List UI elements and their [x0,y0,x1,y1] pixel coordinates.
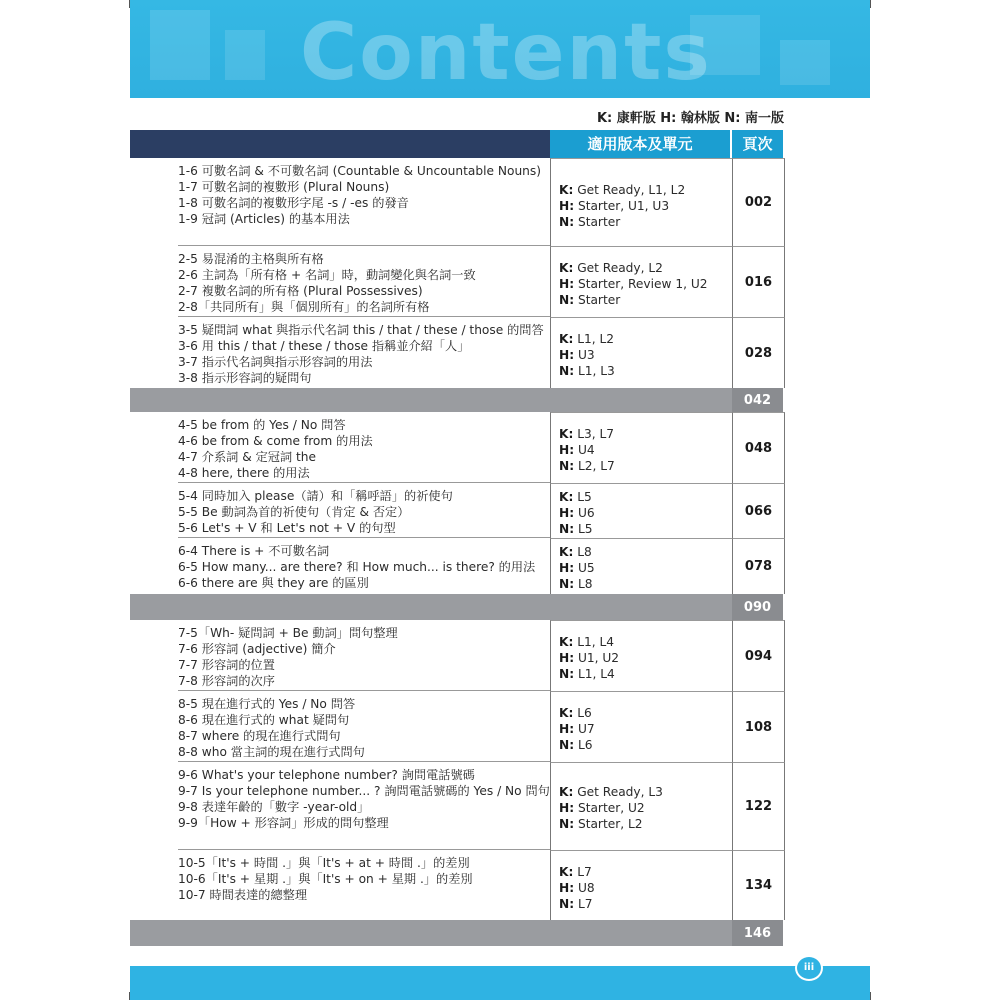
topic-line: 7-5「Wh- 疑問詞 + Be 動詞」問句整理 [178,626,398,640]
edition-units: L1, L2 [573,332,615,346]
entry-topics [178,625,550,689]
unit-line [559,505,595,521]
topic-line: 5-4 同時加入 please（請）和「稱呼語」的祈使句 [178,489,453,503]
topic-line: 3-6 用 this / that / these / those 指稱並介紹「人」 [178,339,470,353]
header-page: 頁次 [732,130,783,158]
header-units: 適用版本及單元 [550,130,730,158]
toc-entry [130,158,783,246]
edition-units: L1, L4 [573,635,615,649]
unit-line [559,560,595,576]
toc-entry [130,483,783,538]
edition-key: N: [559,215,575,229]
toc-entry [130,412,783,483]
edition-key: N: [559,522,575,536]
edition-units: L5 [574,522,593,536]
edition-units: Starter [574,215,621,229]
edition-units: Get Ready, L3 [573,785,663,799]
edition-units: Starter, U1, U3 [574,199,670,213]
banner-decor [225,30,265,80]
topic-line: 2-8「共同所有」與「個別所有」的名詞所有格 [178,300,430,314]
entry-page-number: 078 [732,538,785,594]
edition-key: K: [559,427,574,441]
page-number: iii [795,955,823,981]
edition-key: N: [559,293,575,307]
edition-units: L8 [573,545,592,559]
topic-line: 7-7 形容詞的位置 [178,658,275,672]
edition-units: L7 [573,865,592,879]
edition-key: K: [559,261,574,275]
topic-line: 5-5 Be 動詞為首的祈使句（肯定 & 否定） [178,505,410,519]
entry-units [550,412,733,483]
unit-line [559,880,595,896]
unit-line [559,800,663,816]
unit-line [559,816,663,832]
entry-units [550,246,733,317]
edition-key: N: [559,738,575,752]
toc-entry [130,850,783,920]
topic-line: 5-6 Let's + V 和 Let's not + V 的句型 [178,521,396,535]
topic-line: 4-8 here, there 的用法 [178,466,310,480]
entry-topics [178,322,550,386]
footer-bar [130,966,870,1000]
edition-key: H: [559,722,575,736]
entry-page-number: 002 [732,158,785,246]
entry-topics [178,855,550,903]
edition-units: U3 [574,348,595,362]
topic-line: 3-8 指示形容詞的疑問句 [178,371,312,385]
unit-line [559,737,595,753]
review-row [130,388,783,412]
edition-units: L2, L7 [574,459,615,473]
topic-line: 8-5 現在進行式的 Yes / No 問答 [178,697,356,711]
entry-units [550,483,733,538]
topic-line: 9-7 Is your telephone number... ? 詢問電話號碼的 Yes / No 問句 [178,784,550,798]
edition-units: Get Ready, L1, L2 [573,183,686,197]
entry-topics [178,251,550,315]
banner-title: Contents [300,8,712,98]
topic-line: 7-8 形容詞的次序 [178,674,275,688]
topic-line: 1-6 可數名詞 & 不可數名詞 (Countable & Uncountable Nouns) [178,164,542,178]
entry-page-number: 134 [732,850,785,920]
unit-line [559,864,595,880]
unit-line [559,650,619,666]
unit-line [559,705,595,721]
topic-line: 3-5 疑問詞 what 與指示代名詞 this / that / these / those 的問答 [178,323,544,337]
topic-line: 6-6 there are 與 they are 的區別 [178,576,369,590]
edition-key: H: [559,443,575,457]
edition-key: K: [559,635,574,649]
entry-units [550,620,733,691]
unit-line [559,347,615,363]
unit-line [559,666,619,682]
crop-mark [129,0,130,8]
edition-key: H: [559,277,575,291]
edition-key: N: [559,459,575,473]
edition-key: K: [559,183,574,197]
unit-line [559,426,615,442]
edition-units: Starter, U2 [574,801,645,815]
edition-key: H: [559,348,575,362]
entry-units [550,158,733,246]
unit-line [559,260,708,276]
unit-line [559,331,615,347]
edition-units: U8 [574,881,595,895]
entry-topics [178,696,550,760]
edition-units: L3, L7 [573,427,615,441]
edition-key: N: [559,817,575,831]
crop-mark [870,992,871,1000]
table-header [130,130,783,158]
topic-line: 8-8 who 當主詞的現在進行式問句 [178,745,365,759]
edition-units: U4 [574,443,595,457]
entry-topics [178,417,550,481]
entry-units [550,317,733,388]
entry-units [550,762,733,850]
entry-page-number: 048 [732,412,785,483]
topic-line: 2-7 複數名詞的所有格 (Plural Possessives) [178,284,423,298]
topic-line: 2-5 易混淆的主格與所有格 [178,252,324,266]
edition-units: Starter, L2 [574,817,643,831]
unit-line [559,214,685,230]
edition-key: K: [559,706,574,720]
unit-line [559,896,595,912]
unit-line [559,489,595,505]
edition-units: L6 [574,738,593,752]
unit-line [559,634,619,650]
edition-key: N: [559,897,575,911]
header-topics-cell [130,130,550,158]
unit-line [559,458,615,474]
edition-key: K: [559,490,574,504]
edition-units: Starter [574,293,621,307]
unit-line [559,182,685,198]
banner-decor [780,40,830,85]
toc-entry [130,538,783,594]
toc-entry [130,762,783,850]
topic-line: 2-6 主詞為「所有格 + 名詞」時，動詞變化與名詞一致 [178,268,476,282]
toc-entry [130,691,783,762]
entry-page-number: 016 [732,246,785,317]
crop-mark [129,992,130,1000]
edition-key: H: [559,651,575,665]
review-row [130,594,783,620]
entry-topics [178,163,550,227]
edition-key: N: [559,577,575,591]
topic-line: 1-9 冠詞 (Articles) 的基本用法 [178,212,350,226]
review-page-number: 090 [732,594,783,620]
entry-topics [178,767,550,831]
crop-mark [870,0,871,8]
top-banner [130,0,870,98]
topic-line: 6-5 How many... are there? 和 How much... is there? 的用法 [178,560,536,574]
topic-line: 1-8 可數名詞的複數形字尾 -s / -es 的發音 [178,196,409,210]
edition-units: L5 [573,490,592,504]
edition-units: U5 [574,561,595,575]
edition-units: L1, L4 [574,667,615,681]
topic-line: 6-4 There is + 不可數名詞 [178,544,330,558]
edition-key: N: [559,364,575,378]
topic-line: 1-7 可數名詞的複數形 (Plural Nouns) [178,180,390,194]
topic-line: 9-9「How + 形容詞」形成的問句整理 [178,816,389,830]
edition-key: H: [559,506,575,520]
entry-units [550,850,733,920]
edition-key: K: [559,545,574,559]
review-row [130,920,783,946]
edition-key: K: [559,785,574,799]
unit-line [559,784,663,800]
unit-line [559,363,615,379]
topic-line: 10-7 時間表達的總整理 [178,888,308,902]
edition-key: K: [559,865,574,879]
entry-units [550,691,733,762]
entry-topics [178,543,550,591]
entry-page-number: 108 [732,691,785,762]
edition-units: L7 [574,897,593,911]
edition-key: H: [559,881,575,895]
review-page-number: 042 [732,388,783,412]
edition-legend: K: 康軒版 H: 翰林版 N: 南一版 [596,111,784,126]
topic-line: 3-7 指示代名詞與指示形容詞的用法 [178,355,373,369]
topic-line: 4-6 be from & come from 的用法 [178,434,373,448]
edition-key: H: [559,561,575,575]
edition-units: Get Ready, L2 [573,261,663,275]
entry-page-number: 066 [732,483,785,538]
banner-decor [150,10,210,80]
edition-units: U1, U2 [574,651,620,665]
edition-units: U6 [574,506,595,520]
topic-line: 9-6 What's your telephone number? 詢問電話號碼 [178,768,475,782]
entry-page-number: 028 [732,317,785,388]
unit-line [559,521,595,537]
edition-key: H: [559,801,575,815]
entry-topics [178,488,550,536]
review-page-number: 146 [732,920,783,946]
toc-entry [130,317,783,388]
unit-line [559,544,595,560]
entry-page-number: 122 [732,762,785,850]
unit-line [559,198,685,214]
topic-line: 4-7 介系詞 & 定冠詞 the [178,450,317,464]
toc-entry [130,246,783,317]
edition-units: L6 [573,706,592,720]
topic-line: 8-6 現在進行式的 what 疑問句 [178,713,350,727]
unit-line [559,721,595,737]
topic-line: 7-6 形容詞 (adjective) 簡介 [178,642,336,656]
topic-line: 10-5「It's + 時間 .」與「It's + at + 時間 .」的差別 [178,856,470,870]
entry-page-number: 094 [732,620,785,691]
topic-line: 8-7 where 的現在進行式問句 [178,729,341,743]
unit-line [559,292,708,308]
edition-units: L8 [574,577,593,591]
edition-units: U7 [574,722,595,736]
edition-key: N: [559,667,575,681]
edition-units: L1, L3 [574,364,615,378]
topic-line: 9-8 表達年齡的「數字 -year-old」 [178,800,370,814]
entry-units [550,538,733,594]
edition-units: Starter, Review 1, U2 [574,277,708,291]
topic-line: 4-5 be from 的 Yes / No 問答 [178,418,346,432]
edition-key: H: [559,199,575,213]
edition-key: K: [559,332,574,346]
topic-line: 10-6「It's + 星期 .」與「It's + on + 星期 .」的差別 [178,872,473,886]
unit-line [559,442,615,458]
unit-line [559,276,708,292]
toc-entry [130,620,783,691]
unit-line [559,576,595,592]
